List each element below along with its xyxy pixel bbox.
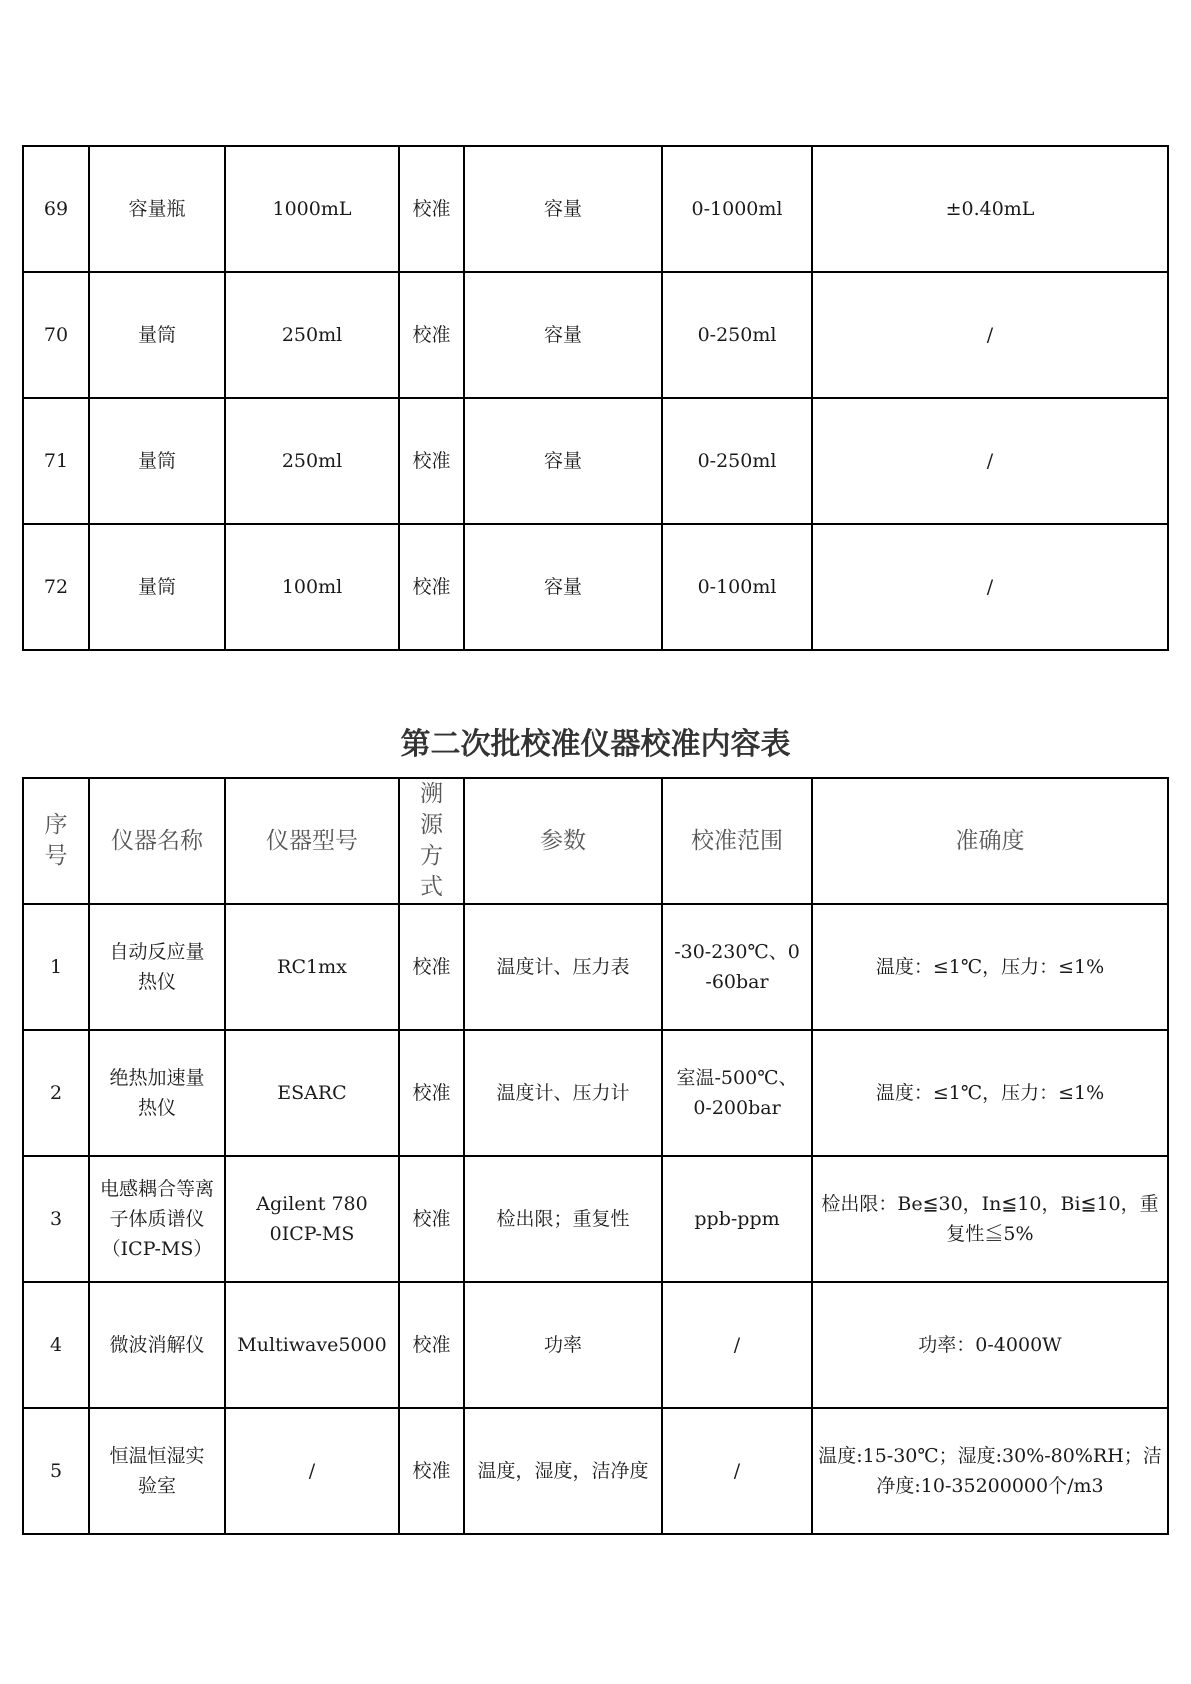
cell-model: Agilent 7800ICP-MS [225,1156,399,1282]
cell-range: 0-100ml [662,524,812,650]
header-trace-method: 溯源方式 [399,778,464,904]
page-title: 第二次批校准仪器校准内容表 [400,727,791,762]
cell-parameter: 容量 [464,524,662,650]
cell-model: Multiwave5000 [225,1282,399,1408]
cell-accuracy: / [812,398,1168,524]
cell-accuracy: / [812,524,1168,650]
cell-range: 0-250ml [662,272,812,398]
cell-instrument-name: 自动反应量热仪 [89,904,225,1030]
cell-range: ppb-ppm [662,1156,812,1282]
cell-accuracy: / [812,272,1168,398]
cell-model: / [225,1408,399,1534]
cell-model: 100ml [225,524,399,650]
cell-trace-method: 校准 [399,146,464,272]
cell-model: 250ml [225,272,399,398]
cell-accuracy: 功率：0-4000W [812,1282,1168,1408]
cell-accuracy: 温度:15-30℃；湿度:30%-80%RH；洁净度:10-35200000个/m3 [812,1408,1168,1534]
cell-parameter: 功率 [464,1282,662,1408]
cell-index: 3 [23,1156,89,1282]
table-row [23,524,1168,650]
cell-model: 250ml [225,398,399,524]
cell-model: 1000mL [225,146,399,272]
table-row [23,146,1168,272]
cell-trace-method: 校准 [399,904,464,1030]
cell-parameter: 温度计、压力表 [464,904,662,1030]
cell-instrument-name: 绝热加速量热仪 [89,1030,225,1156]
cell-range: / [662,1408,812,1534]
header-parameter: 参数 [464,778,662,904]
cell-instrument-name: 电感耦合等离子体质谱仪（ICP-MS） [89,1156,225,1282]
table-header-row [23,778,1168,904]
header-range: 校准范围 [662,778,812,904]
cell-accuracy: 温度：≤1℃，压力：≤1% [812,1030,1168,1156]
cell-trace-method: 校准 [399,1282,464,1408]
cell-index: 72 [23,524,89,650]
header-index: 序号 [23,778,89,904]
cell-range: 0-250ml [662,398,812,524]
cell-trace-method: 校准 [399,524,464,650]
cell-parameter: 容量 [464,146,662,272]
cell-trace-method: 校准 [399,272,464,398]
cell-trace-method: 校准 [399,1156,464,1282]
cell-range: 室温-500℃、0-200bar [662,1030,812,1156]
cell-model: ESARC [225,1030,399,1156]
header-instrument-name: 仪器名称 [89,778,225,904]
cell-index: 4 [23,1282,89,1408]
cell-model: RC1mx [225,904,399,1030]
cell-index: 69 [23,146,89,272]
cell-index: 70 [23,272,89,398]
header-accuracy: 准确度 [812,778,1168,904]
cell-parameter: 温度，湿度，洁净度 [464,1408,662,1534]
cell-index: 5 [23,1408,89,1534]
cell-instrument-name: 恒温恒湿实验室 [89,1408,225,1534]
cell-index: 1 [23,904,89,1030]
cell-instrument-name: 量筒 [89,398,225,524]
calibration-table [22,777,1169,1535]
cell-instrument-name: 容量瓶 [89,146,225,272]
cell-range: 0-1000ml [662,146,812,272]
table-row [23,904,1168,1030]
cell-index: 71 [23,398,89,524]
table-row [23,1030,1168,1156]
cell-instrument-name: 量筒 [89,272,225,398]
cell-instrument-name: 微波消解仪 [89,1282,225,1408]
table-row [23,1408,1168,1534]
cell-index: 2 [23,1030,89,1156]
table-row [23,1156,1168,1282]
cell-instrument-name: 量筒 [89,524,225,650]
table-row [23,1282,1168,1408]
cell-parameter: 容量 [464,398,662,524]
cell-range: -30-230℃、0-60bar [662,904,812,1030]
header-model: 仪器型号 [225,778,399,904]
cell-trace-method: 校准 [399,1030,464,1156]
cell-parameter: 容量 [464,272,662,398]
cell-trace-method: 校准 [399,398,464,524]
continuation-table [22,145,1169,651]
cell-accuracy: 温度：≤1℃，压力：≤1% [812,904,1168,1030]
cell-accuracy: 检出限：Be≦30，In≦10，Bi≦10，重复性≦5% [812,1156,1168,1282]
cell-accuracy: ±0.40mL [812,146,1168,272]
cell-parameter: 检出限；重复性 [464,1156,662,1282]
cell-parameter: 温度计、压力计 [464,1030,662,1156]
table-row [23,272,1168,398]
cell-trace-method: 校准 [399,1408,464,1534]
cell-range: / [662,1282,812,1408]
table-row [23,398,1168,524]
